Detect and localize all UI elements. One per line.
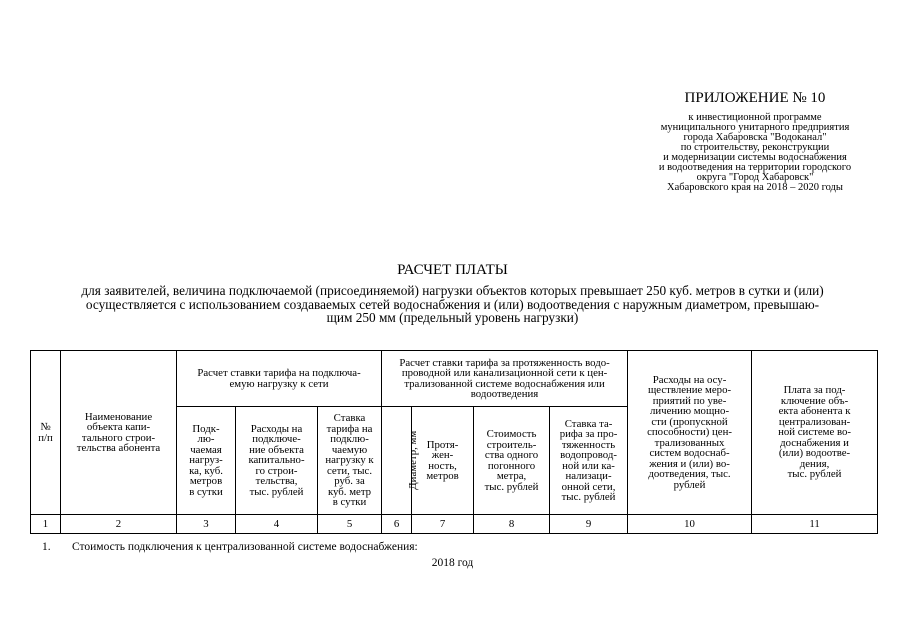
header-text: Расчет ставки тарифа на подключа-	[197, 367, 361, 379]
column-number: 6	[382, 515, 412, 534]
appendix-line: и водоотведения на территории городского	[658, 162, 852, 173]
header-connection-expenses	[236, 407, 318, 515]
year-label: 2018 год	[431, 557, 474, 569]
appendix-line: и модернизации системы водоснабжения	[663, 152, 847, 163]
header-text: тыс. рублей	[787, 468, 842, 481]
header-text: онной сети,	[561, 480, 616, 493]
header-text: в сутки	[332, 496, 367, 509]
section-note	[42, 541, 418, 553]
header-length	[412, 407, 474, 515]
header-text: метров	[189, 475, 223, 488]
column-number: 7	[412, 515, 474, 534]
header-text: екта абонента к	[778, 405, 851, 418]
header-text: №	[40, 421, 51, 433]
header-text: подклю-	[330, 433, 369, 446]
header-cost-per-meter	[474, 407, 550, 515]
header-text: систем водоснаб-	[649, 447, 730, 460]
header-text: трализованных	[654, 436, 725, 449]
column-number: 9	[550, 515, 628, 534]
header-text: чаемая	[190, 443, 222, 456]
appendix-line: города Хабаровска "Водоканал"	[683, 132, 827, 143]
appendix-line: к инвестиционной программе	[688, 112, 822, 123]
column-number: 3	[177, 515, 236, 534]
appendix-block	[610, 90, 900, 193]
document-title: РАСЧЕТ ПЛАТЫ	[397, 262, 508, 278]
appendix-line: по строительству, реконструкции	[680, 142, 830, 153]
header-text: погонного	[487, 459, 536, 472]
header-text: Ставка та-	[564, 417, 613, 430]
header-num	[31, 351, 61, 515]
header-text: строитель-	[486, 438, 537, 451]
header-text: сти (пропускной	[651, 415, 728, 428]
appendix-line: округа "Город Хабаровск"	[696, 172, 814, 183]
header-expenses	[628, 351, 752, 515]
header-text: ние объекта	[249, 443, 304, 456]
header-text: Расходы на осу-	[652, 373, 727, 386]
header-text: рублей	[673, 478, 706, 491]
column-number: 1	[31, 515, 61, 534]
column-number: 10	[628, 515, 752, 534]
header-text: (или) водоотве-	[778, 447, 851, 460]
header-text: проводной или канализационной сети к цен-	[401, 367, 608, 379]
header-text: тального строи-	[81, 431, 156, 444]
header-text: способности) цен-	[647, 426, 732, 439]
header-text: централизован-	[778, 415, 851, 428]
header-text: Расчет ставки тарифа за протяженность водо-	[399, 356, 610, 369]
header-text: Наименование	[84, 410, 153, 423]
header-text: водопровод-	[560, 449, 617, 461]
note-number: 1.	[42, 541, 51, 553]
header-length-rate	[550, 407, 628, 515]
header-text: ществление меро-	[647, 384, 732, 397]
header-text: капитально-	[248, 454, 305, 467]
header-text: ключение объ-	[780, 394, 849, 407]
header-text: метра,	[496, 470, 527, 482]
header-group-load-rate	[177, 351, 382, 407]
column-number: 4	[236, 515, 318, 534]
appendix-line: муниципального унитарного предприятия	[660, 122, 850, 133]
header-text: куб. метр	[327, 485, 372, 498]
header-text: Расходы на	[250, 422, 303, 435]
header-text: го строи-	[255, 464, 298, 477]
header-text: Протя-	[426, 438, 459, 451]
header-object-name	[61, 351, 177, 515]
header-connection-fee	[752, 351, 878, 515]
subtitle-line: щим 250 мм (предельный уровень нагрузки)	[326, 310, 579, 325]
header-text: приятий по уве-	[652, 394, 727, 407]
header-text: нализаци-	[565, 470, 612, 482]
header-text: тыс. рублей	[561, 491, 616, 503]
header-text: тарифа на	[326, 422, 373, 435]
header-text: сети, тыс.	[326, 464, 373, 477]
header-text: объекта капи-	[86, 421, 151, 433]
header-text: дения,	[799, 457, 830, 470]
header-text: ность,	[428, 459, 457, 472]
header-text: ной или ка-	[562, 459, 615, 472]
header-text: руб. за	[334, 475, 365, 488]
header-text: нагруз-	[189, 454, 223, 467]
header-text: тыс. рублей	[249, 485, 304, 498]
header-load-rate	[318, 407, 382, 515]
header-text: Подк-	[192, 422, 220, 435]
header-group-length-rate	[382, 351, 628, 407]
header-text: доснабжения и	[780, 436, 849, 449]
column-number: 8	[474, 515, 550, 534]
header-text: ной системе во-	[778, 426, 851, 439]
header-text: тельства,	[255, 475, 298, 488]
calculation-table	[30, 350, 878, 534]
header-text: Стоимость	[486, 428, 537, 440]
header-text: Ставка	[333, 412, 366, 425]
header-text: Плата за под-	[783, 384, 846, 397]
header-text: жения и (или) во-	[649, 457, 730, 470]
header-text: личению мощно-	[650, 405, 730, 418]
header-text: доотведения, тыс.	[648, 468, 731, 481]
header-text: ства одного	[484, 449, 539, 461]
header-text: подключе-	[252, 433, 301, 446]
header-text: жен-	[431, 449, 454, 461]
subtitle-line: для заявителей, величина подключаемой (присоединяемой) нагрузки объектов которых превышает 250 куб. метров в сутки и (или)	[81, 283, 824, 298]
header-text: водоотведения	[470, 388, 539, 400]
header-text: чаемую	[331, 443, 368, 456]
header-text: Диаметр, мм	[407, 431, 420, 490]
appendix-title: ПРИЛОЖЕНИЕ № 10	[684, 90, 826, 106]
header-text: тыс. рублей	[484, 480, 539, 493]
header-text: лю-	[197, 433, 215, 446]
column-number: 11	[752, 515, 878, 534]
header-text: рифа за про-	[559, 428, 618, 440]
header-text: нагрузку к	[325, 454, 374, 467]
header-text: ка, куб.	[189, 464, 223, 477]
header-text: тельства абонента	[76, 442, 161, 454]
header-connected-load	[177, 407, 236, 515]
header-text: емую нагрузку к сети	[229, 377, 329, 390]
header-text: тяженность	[561, 438, 616, 451]
document-subtitle	[30, 284, 875, 325]
note-text: Стоимость подключения к централизованной системе водоснабжения:	[72, 541, 418, 553]
header-text: п/п	[38, 431, 53, 444]
header-text: трализованной системе водоснабжения или	[404, 377, 605, 390]
subtitle-line: осуществляется с использованием создаваемых сетей водоснабжения и (или) водоотведения с наружным диаметром, превышаю-	[85, 296, 820, 312]
column-number: 2	[61, 515, 177, 534]
appendix-line: Хабаровского края на 2018 – 2020 годы	[667, 182, 843, 193]
header-text: в сутки	[189, 485, 223, 498]
header-diameter	[382, 407, 420, 515]
column-number: 5	[318, 515, 382, 534]
header-text: метров	[426, 470, 459, 482]
